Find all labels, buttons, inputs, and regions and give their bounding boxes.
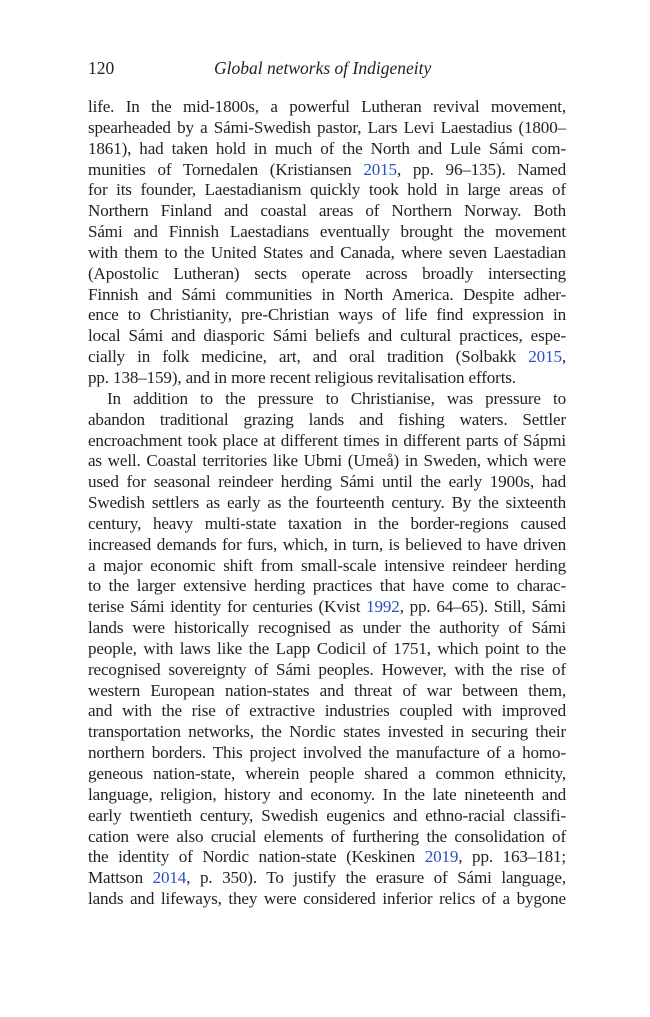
citation-link[interactable]: 1992	[366, 597, 400, 617]
text-line: early twentieth century, Swedish eugenics and ethno-racial classifi-	[88, 805, 566, 825]
text-line: Swedish settlers as early as the fourteenth century. By the sixteenth	[88, 493, 566, 513]
citation-link[interactable]: 2015	[528, 347, 562, 367]
text-line: local Sámi and diasporic Sámi beliefs and cultural practices, espe-	[88, 326, 566, 346]
text-line: lands and lifeways, they were considered inferior relics of a bygone	[88, 889, 566, 909]
paragraph-1	[88, 97, 566, 389]
text-line: Finnish and Sámi communities in North America. Despite adher-	[88, 284, 566, 304]
text-line: northern borders. This project involved the manufacture of a homo-	[88, 743, 566, 763]
text-line: century, heavy multi-state taxation in the border-regions caused	[88, 513, 566, 533]
page-number: 120	[88, 58, 115, 78]
text-line: lands were historically recognised as under the authority of Sámi	[88, 618, 566, 638]
text-line: (Apostolic Lutheran) sects operate across broadly intersecting	[88, 263, 566, 283]
text-line: spearheaded by a Sámi-Swedish pastor, Lars Levi Laestadius (1800–	[88, 117, 566, 137]
text-line: for its founder, Laestadianism quickly took hold in large areas of	[88, 180, 566, 200]
text-line: transportation networks, the Nordic states invested in securing their	[88, 722, 566, 742]
text-line: western European nation-states and threat of war between them,	[88, 680, 566, 700]
text-line: encroachment took place at different times in different parts of Sápmi	[88, 430, 566, 450]
text-line: ence to Christianity, pre-Christian ways of life find expression in	[88, 305, 566, 325]
text-line: life. In the mid-1800s, a powerful Lutheran revival movement,	[88, 97, 566, 116]
text-line: with them to the United States and Canada, where seven Laestadian	[88, 242, 566, 262]
text-line: people, with laws like the Lapp Codicil of 1751, which point to the	[88, 638, 566, 658]
text-line: geneous nation-state, wherein people shared a common ethnicity,	[88, 764, 566, 783]
citation-link[interactable]: 2015	[363, 159, 397, 179]
text-line: to the larger extensive herding practices that have come to charac-	[88, 576, 566, 596]
text-line: recognised sovereignty of Sámi peoples. However, with the rise of	[88, 659, 566, 679]
text-line: cation were also crucial elements of furthering the consolidation of	[88, 826, 566, 846]
body-text	[88, 97, 566, 910]
text-line: and with the rise of extractive industries coupled with improved	[88, 701, 566, 721]
text-line: a major economic shift from small-scale intensive reindeer herding	[88, 555, 566, 575]
text-line: munities of Tornedalen (Kristiansen 2015, pp. 96–135). Named	[88, 159, 566, 179]
text-line: In addition to the pressure to Christianise, was pressure to	[107, 388, 566, 408]
paragraph-2	[88, 389, 566, 910]
text-line: increased demands for furs, which, in turn, is believed to have driven	[88, 534, 566, 554]
text-line: as well. Coastal territories like Ubmi (Umeå) in Sweden, which were	[88, 451, 566, 471]
text-line: language, religion, history and economy. In the late nineteenth and	[88, 784, 566, 804]
text-line: abandon traditional grazing lands and fishing waters. Settler	[88, 409, 566, 429]
text-line: 1861), had taken hold in much of the North and Lule Sámi com-	[88, 138, 566, 158]
citation-link[interactable]: 2014	[152, 868, 187, 888]
text-line: cially in folk medicine, art, and oral tradition (Solbakk 2015,	[88, 347, 566, 367]
text-line: used for seasonal reindeer herding Sámi until the early 1900s, had	[88, 472, 566, 492]
text-line: Mattson 2014, p. 350). To justify the erasure of Sámi language,	[88, 868, 566, 888]
text-line: the identity of Nordic nation-state (Keskinen 2019, pp. 163–181;	[88, 847, 566, 867]
running-head	[88, 56, 566, 80]
text-line: Northern Finland and coastal areas of Northern Norway. Both	[88, 201, 566, 221]
running-title: Global networks of Indigeneity	[214, 58, 432, 78]
text-line: Sámi and Finnish Laestadians eventually brought the movement	[88, 222, 566, 242]
text-line: terise Sámi identity for centuries (Kvist 1992, pp. 64–65). Still, Sámi	[88, 597, 566, 617]
citation-link[interactable]: 2019	[424, 847, 459, 867]
text-line: pp. 138–159), and in more recent religious revitalisation efforts.	[88, 367, 516, 387]
